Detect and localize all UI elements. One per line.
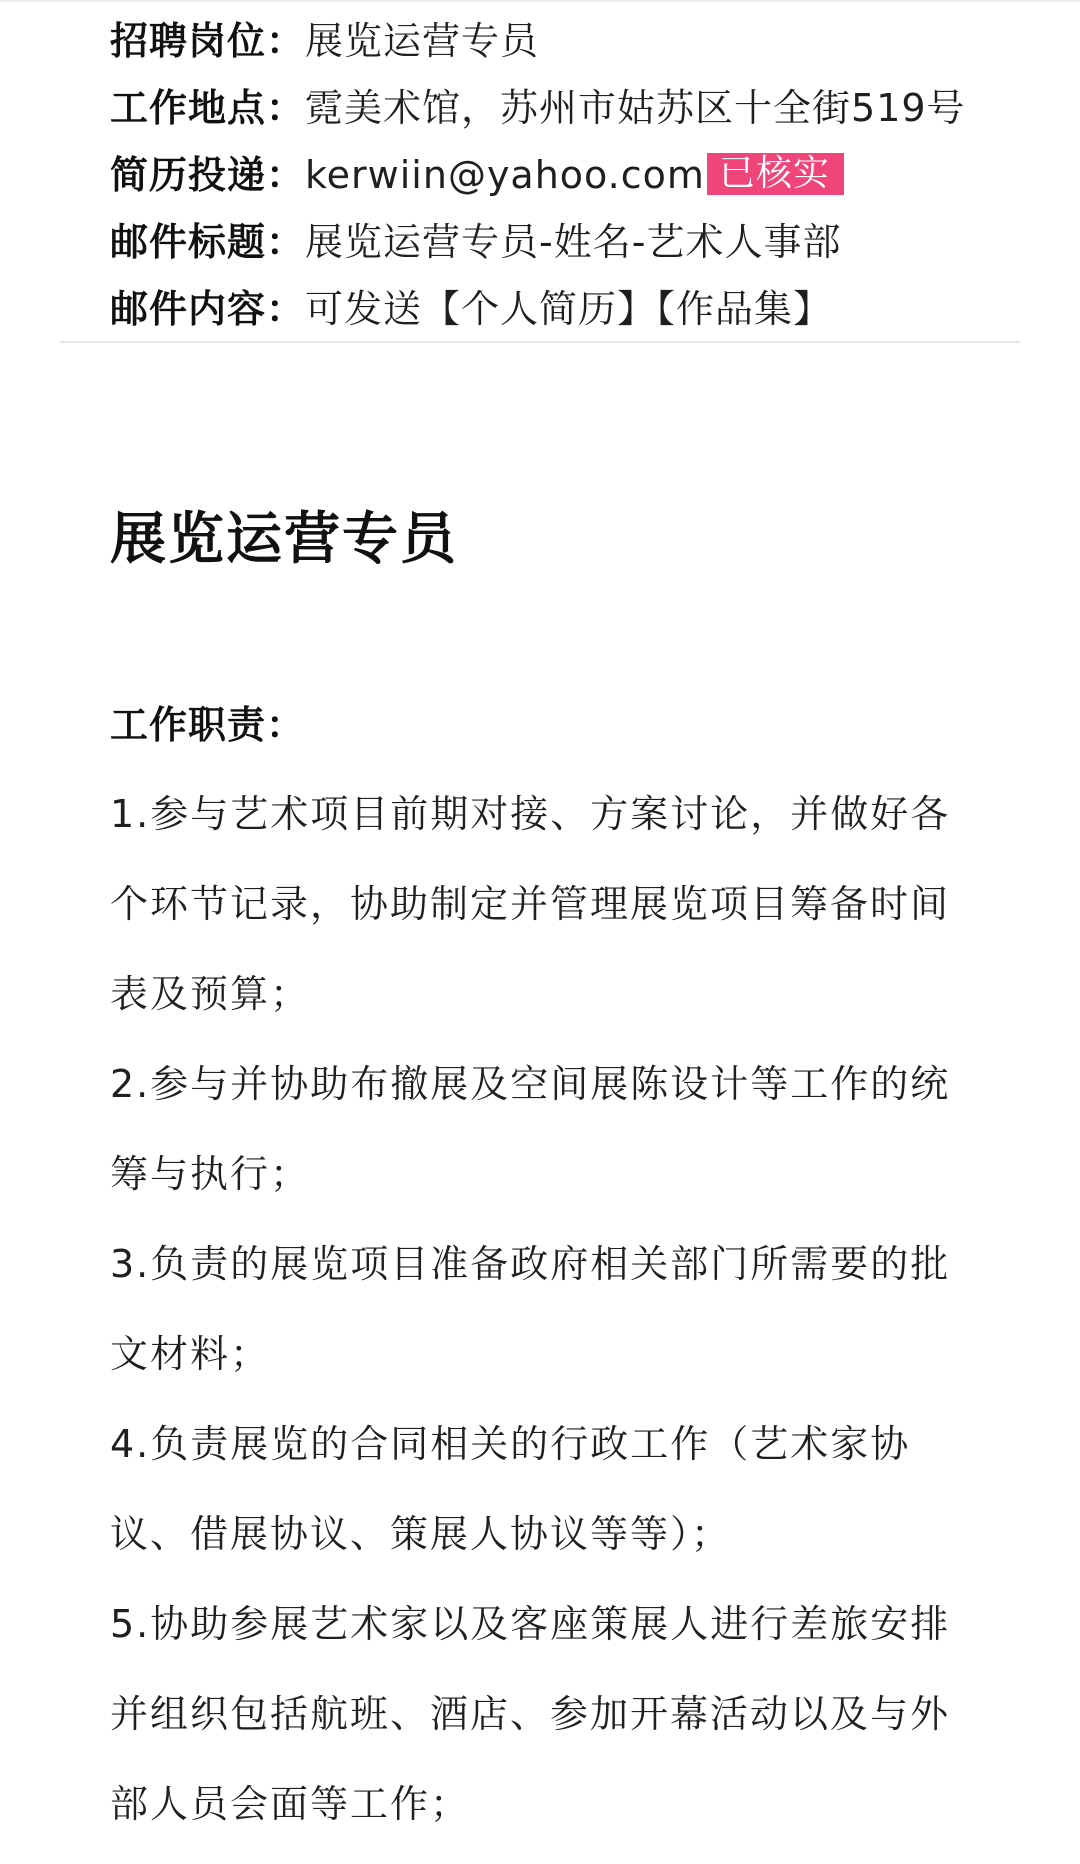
- duty-line: 3.负责的展览项目准备政府相关部门所需要的批: [110, 1242, 951, 1286]
- job-title-heading: 展览运营专员: [110, 507, 458, 572]
- position-label: 招聘岗位：: [110, 19, 306, 63]
- info-row-location: [110, 81, 1030, 148]
- job-info-block: [110, 14, 1030, 349]
- info-row-subject: [110, 215, 1030, 282]
- duty-line: 5.协助参展艺术家以及客座策展人进行差旅安排: [110, 1602, 951, 1646]
- duty-line: 4.负责展览的合同相关的行政工作（艺术家协: [110, 1422, 911, 1466]
- verified-badge: 已核实: [707, 153, 844, 195]
- duty-line: 并组织包括航班、酒店、参加开幕活动以及与外: [110, 1692, 951, 1736]
- content-value: 可发送【个人简历】【作品集】: [305, 287, 833, 331]
- duty-line: 2.参与并协助布撤展及空间展陈设计等工作的统: [110, 1062, 951, 1106]
- duty-line: 个环节记录，协助制定并管理展览项目筹备时间: [110, 882, 951, 926]
- location-value: 霓美术馆，苏州市姑苏区十全街519号: [305, 86, 966, 130]
- position-value: 展览运营专员: [305, 19, 540, 63]
- location-label: 工作地点：: [110, 86, 306, 130]
- info-row-position: [110, 14, 1030, 81]
- duty-line: 表及预算；: [110, 972, 311, 1016]
- resume-label: 简历投递：: [110, 153, 306, 197]
- duty-line: 议、借展协议、策展人协议等等）；: [110, 1512, 732, 1556]
- duty-line: 筹与执行；: [110, 1152, 311, 1196]
- info-row-resume: [110, 148, 1030, 215]
- content-label: 邮件内容：: [110, 287, 306, 331]
- duty-line: 文材料；: [110, 1332, 271, 1376]
- duty-line: 1.参与艺术项目前期对接、方案讨论，并做好各: [110, 792, 951, 836]
- top-border: [0, 0, 1080, 2]
- duties-list: [110, 772, 950, 1852]
- subject-label: 邮件标题：: [110, 220, 306, 264]
- info-row-content: [110, 282, 1030, 349]
- section-divider: [60, 341, 1020, 343]
- subject-value: 展览运营专员-姓名-艺术人事部: [305, 220, 842, 264]
- duties-heading: 工作职责：: [110, 703, 306, 747]
- resume-email-link[interactable]: kerwiin@yahoo.com: [305, 153, 705, 197]
- duty-line: 部人员会面等工作；: [110, 1782, 471, 1826]
